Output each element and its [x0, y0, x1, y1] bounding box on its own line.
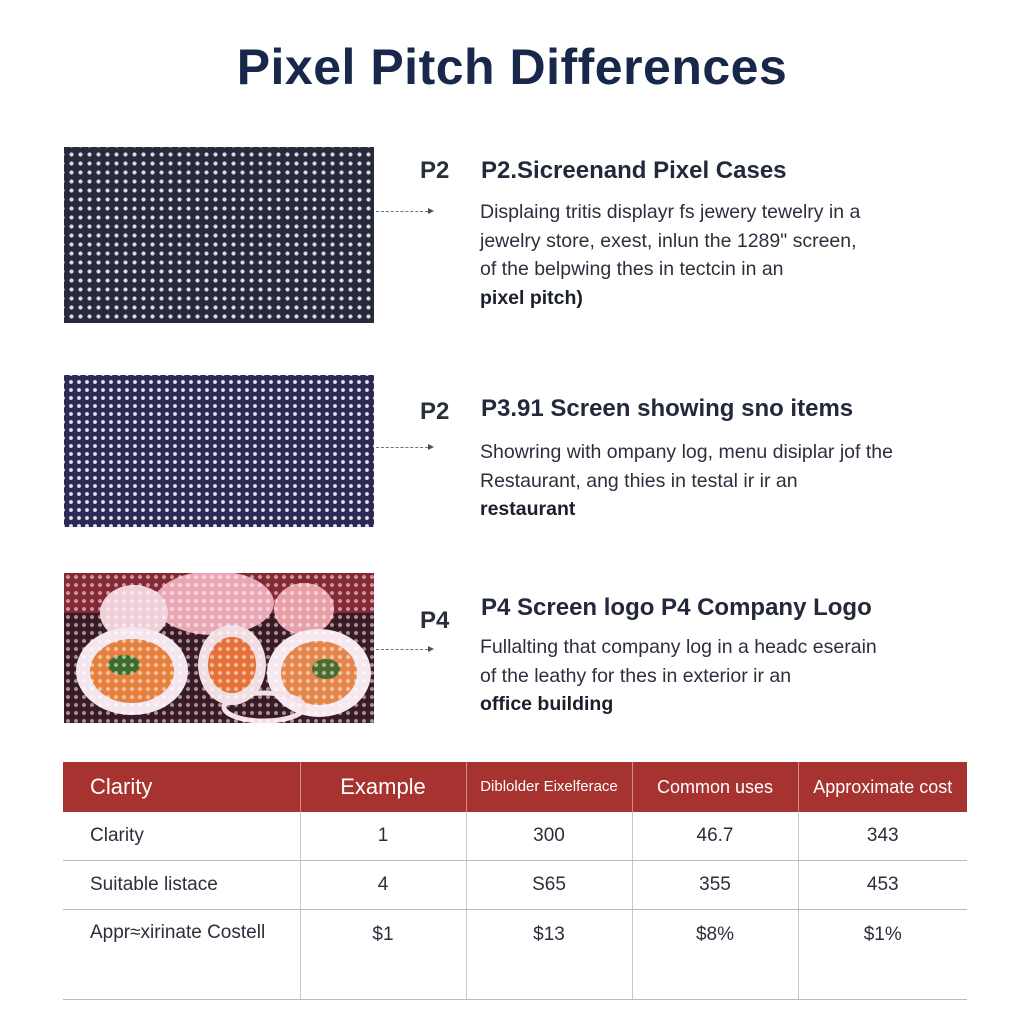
- comparison-table: [63, 762, 967, 1000]
- table-row: [63, 910, 967, 1000]
- item-heading: P3.91 Screen showing sno items: [481, 395, 854, 422]
- table-cell: $1: [300, 910, 466, 1000]
- table-header-row: [63, 762, 967, 812]
- connector-arrow: [376, 447, 428, 448]
- connector-arrow: [376, 211, 428, 212]
- table-cell: S65: [466, 861, 632, 910]
- column-header: Approximate cost: [798, 762, 967, 812]
- description-line: of the belpwing thes in tectcin in an: [480, 258, 784, 280]
- table-cell: 355: [632, 861, 798, 910]
- table-cell: Appr≈xirinate Costell: [63, 910, 300, 1000]
- column-header: Example: [300, 762, 466, 812]
- description-emphasis: restaurant: [480, 498, 576, 520]
- led-panel-food-display-image: [64, 573, 374, 723]
- table-cell: Suitable listace: [63, 861, 300, 910]
- table-row: [63, 861, 967, 910]
- table-cell: 4: [300, 861, 466, 910]
- description-line: Fullalting that company log in a headc eserain: [480, 636, 877, 658]
- table-cell: $13: [466, 910, 632, 1000]
- table-cell: 343: [798, 812, 967, 861]
- table-cell: 1: [300, 812, 466, 861]
- table-cell: 46.7: [632, 812, 798, 861]
- item-description: [480, 438, 970, 524]
- table-cell: $1%: [798, 910, 967, 1000]
- led-panel-fine-pitch-image: [64, 147, 374, 323]
- description-line: Showring with ompany log, menu disiplar jof the: [480, 441, 893, 463]
- item-heading: P2.Sicreenand Pixel Cases: [481, 157, 787, 184]
- pitch-code: P2: [420, 157, 450, 184]
- led-panel-medium-pitch-image: [64, 375, 374, 527]
- item-heading: P4 Screen logo P4 Company Logo: [481, 594, 872, 621]
- pitch-code: P2: [420, 398, 450, 425]
- table-cell: $8%: [632, 910, 798, 1000]
- item-description: [480, 198, 970, 312]
- description-emphasis: pixel pitch): [480, 286, 583, 309]
- column-header: Clarity: [63, 762, 300, 812]
- description-emphasis: office building: [480, 693, 614, 715]
- pitch-code: P4: [420, 607, 450, 634]
- table-row: [63, 812, 967, 861]
- column-header: Common uses: [632, 762, 798, 812]
- table-cell: 453: [798, 861, 967, 910]
- page-title: Pixel Pitch Differences: [236, 39, 788, 95]
- column-header: Diblolder Eixelferace: [466, 762, 632, 812]
- table-cell: Clarity: [63, 812, 300, 861]
- description-line: Restaurant, ang thies in testal ir ir an: [480, 469, 798, 492]
- description-line: jewelry store, exest, inlun the 1289" screen,: [480, 229, 857, 252]
- table-cell: 300: [466, 812, 632, 861]
- item-description: [480, 633, 970, 719]
- connector-arrow: [376, 649, 428, 650]
- description-line: Displaing tritis displayr fs jewery tewelry in a: [480, 201, 861, 223]
- description-line: of the leathy for thes in exterior ir an: [480, 664, 792, 687]
